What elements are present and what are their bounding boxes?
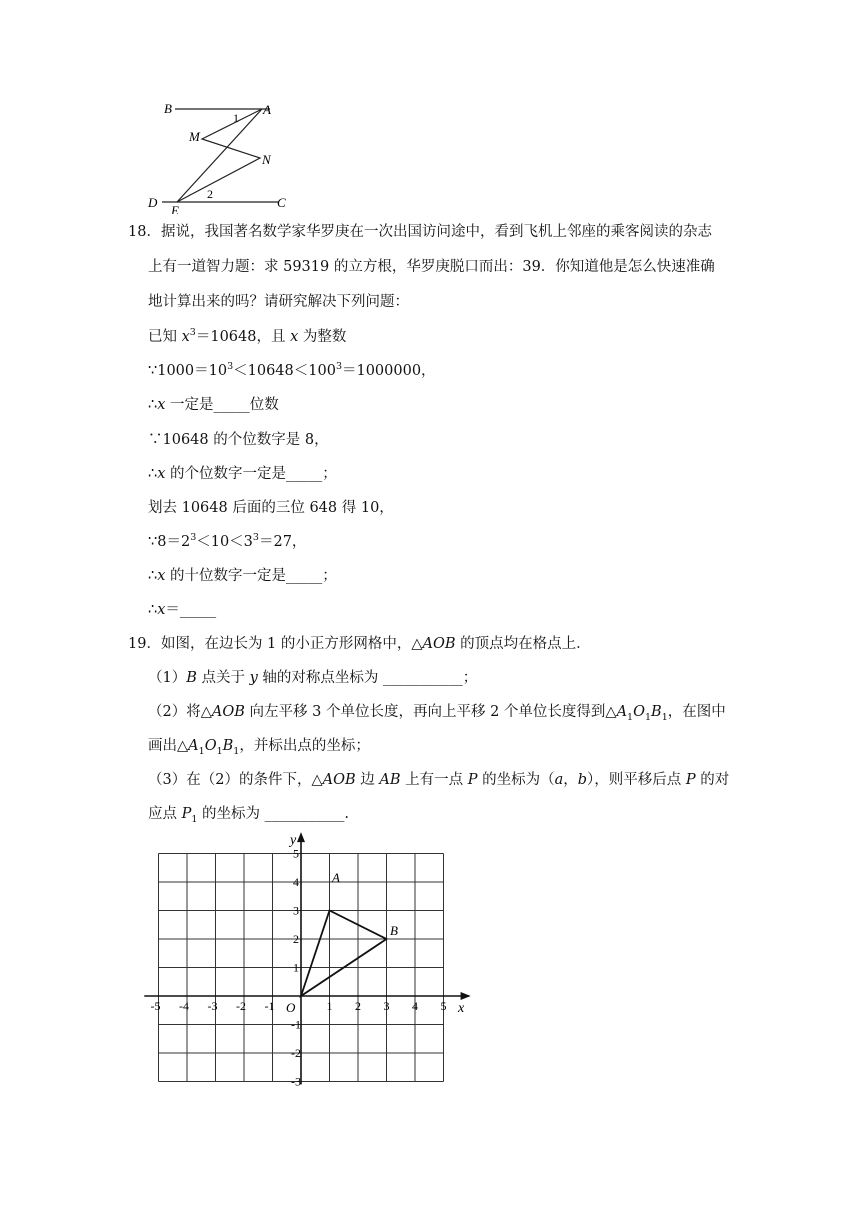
q18-line-10 [148, 532, 306, 552]
x-tick-label: 2 [355, 999, 361, 1013]
q18-line-2: 上有一道智力题：求 59319 的立方根，华罗庚脱口而出：39．你知道他是怎么快速准确 [148, 259, 715, 275]
var-x: x [157, 466, 166, 482]
point-name: B [222, 738, 234, 754]
angle-1-label: 1 [233, 111, 239, 125]
answer-blank[interactable]: _____ [286, 466, 323, 482]
point-name: O [633, 704, 645, 720]
text: . [344, 806, 349, 822]
exponent: 3 [190, 532, 197, 544]
subscript: 1 [233, 745, 240, 757]
text: ，在图中 [667, 704, 726, 720]
point-name: A [188, 738, 199, 754]
text: ； [322, 466, 337, 482]
text: ， [563, 772, 578, 788]
label-c: C [277, 195, 286, 210]
label-b: B [164, 101, 172, 116]
point-name: P [685, 772, 696, 788]
subscript: 1 [644, 711, 652, 723]
point-name: B [651, 704, 662, 720]
answer-blank[interactable]: ___________ [264, 806, 345, 822]
y-tick-label: 2 [293, 932, 299, 946]
therefore-symbol: ∴ [148, 568, 158, 584]
x-tick-label: -5 [150, 999, 161, 1013]
label-n: N [262, 152, 271, 167]
exponent: 3 [189, 327, 196, 339]
point-b-label: B [390, 923, 398, 938]
label-m: M [189, 129, 200, 144]
var-y: y [249, 670, 258, 686]
triangle-aob [301, 911, 387, 997]
q19-line-1 [128, 634, 591, 654]
y-tick-label: -3 [291, 1074, 301, 1089]
x-tick-label: 3 [383, 999, 390, 1013]
x-axis-label: x [458, 1001, 465, 1016]
text: （1） [148, 670, 187, 686]
var-x: x [181, 329, 190, 345]
exponent: 3 [252, 532, 259, 544]
text: 一定是 [165, 397, 214, 413]
x-tick-label: -1 [264, 999, 275, 1013]
text: ＝1000000， [341, 363, 436, 379]
label-a: A [263, 102, 271, 117]
y-tick-label: 5 [293, 846, 299, 861]
label-d: D [148, 195, 158, 210]
var-x: x [290, 329, 299, 345]
text: （2）将△ [148, 704, 212, 720]
coordinate-grid-figure [140, 828, 480, 1090]
text: ＝10648，且 [195, 329, 291, 345]
q19-line-3 [148, 702, 726, 722]
subscript: 1 [661, 711, 668, 723]
exponent: 3 [335, 361, 342, 373]
text: 的坐标为 [197, 806, 265, 822]
q18-line-8 [148, 464, 337, 484]
text: 的坐标为（ [477, 772, 555, 788]
point-name: B [186, 670, 197, 686]
text: ； [322, 568, 337, 584]
subscript: 1 [191, 813, 198, 825]
text: 的对 [695, 772, 730, 788]
exponent: 3 [227, 361, 234, 373]
point-name: P [181, 806, 192, 822]
text: 位数 [249, 397, 279, 413]
text: 应点 [148, 806, 182, 822]
q19-line-2 [148, 668, 477, 688]
q18-line-4 [148, 327, 346, 347]
x-tick-label: 4 [412, 999, 418, 1013]
text: 19．如图，在边长为 1 的小正方形网格中，△ [128, 636, 423, 652]
triangle-name: AOB [211, 704, 245, 720]
text: 轴的对称点坐标为 [257, 670, 384, 686]
q18-line-5 [148, 361, 436, 381]
line-ea [177, 109, 262, 202]
q18-line-11 [148, 566, 337, 586]
therefore-symbol: ∴ [148, 397, 158, 413]
var-x: x [157, 602, 166, 618]
text: ＝ [165, 602, 180, 618]
angle-2-label: 2 [207, 187, 213, 201]
answer-blank[interactable]: _____ [179, 602, 217, 618]
text: 的顶点均在格点上． [455, 636, 591, 652]
text: 已知 [148, 329, 182, 345]
point-name: A [616, 704, 628, 720]
text: ∵8＝2 [148, 534, 191, 550]
subscript: 1 [198, 745, 205, 757]
text: 的十位数字一定是 [165, 568, 287, 584]
q18-line-3: 地计算出来的吗？请研究解决下列问题： [148, 294, 409, 310]
text: ； [462, 670, 478, 686]
subscript: 1 [627, 711, 634, 723]
answer-blank[interactable]: _____ [213, 397, 250, 413]
answer-blank[interactable]: ___________ [383, 670, 463, 686]
text: 画出△ [148, 738, 189, 754]
text: 边 [355, 772, 380, 788]
x-axis-arrow [461, 992, 471, 1000]
var-b: b [577, 772, 588, 788]
y-tick-label: 4 [293, 875, 299, 889]
q18-line-12 [148, 600, 216, 620]
q19-line-6 [148, 804, 349, 824]
text: 的个位数字一定是 [165, 466, 287, 482]
subscript: 1 [216, 745, 223, 757]
y-axis-label: y [290, 833, 297, 848]
text: ＜10648＜100 [233, 363, 336, 379]
triangle-name: AOB [322, 772, 356, 788]
q19-line-4 [148, 736, 370, 756]
point-a-label: A [332, 870, 340, 885]
q18-line-1: 18．据说，我国著名数学家华罗庚在一次出国访问途中，看到飞机上邻座的乘客阅读的杂志 [128, 224, 712, 240]
x-tick-label: -3 [207, 999, 218, 1013]
therefore-symbol: ∴ [148, 466, 158, 482]
text: ，并标出点的坐标； [239, 738, 370, 754]
q19-line-5 [148, 770, 729, 790]
text: ＝27， [258, 534, 307, 550]
y-tick-label: 1 [293, 960, 299, 975]
axes [144, 832, 470, 1084]
x-tick-label: 5 [440, 999, 447, 1013]
therefore-symbol: ∴ [148, 602, 158, 618]
text: 上有一点 [400, 772, 468, 788]
origin-label: O [286, 1000, 296, 1015]
y-axis-arrow [297, 832, 305, 842]
text: ），则平移后点 [587, 772, 686, 788]
segment-name: AB [379, 772, 401, 788]
text: 点关于 [196, 670, 250, 686]
parallel-lines-figure [140, 94, 300, 214]
y-tick-label: -2 [291, 1046, 301, 1060]
x-tick-label: -2 [236, 999, 246, 1013]
label-e: E [171, 203, 179, 214]
x-tick-label: 1 [326, 999, 333, 1013]
text: ＜10＜3 [196, 534, 253, 550]
var-x: x [157, 568, 166, 584]
text: （3）在（2）的条件下，△ [148, 772, 323, 788]
triangle-aob-shape [301, 911, 387, 997]
var-x: x [157, 397, 166, 413]
q18-line-9: 划去 10648 后面的三位 648 得 10， [148, 500, 394, 516]
q18-line-6 [148, 395, 279, 415]
var-a: a [554, 772, 564, 788]
text: ∵1000＝10 [148, 363, 228, 379]
q18-line-7: ∵10648 的个位数字是 8， [148, 432, 329, 448]
y-tick-label: -1 [291, 1017, 301, 1032]
text: 向左平移 3 个单位长度，再向上平移 2 个单位长度得到△ [244, 704, 617, 720]
point-name: O [204, 738, 217, 754]
x-tick-label: -4 [179, 999, 189, 1013]
triangle-name: AOB [422, 636, 456, 652]
y-tick-label: 3 [293, 903, 299, 918]
answer-blank[interactable]: _____ [286, 568, 323, 584]
point-name: P [467, 772, 478, 788]
text: 为整数 [298, 329, 347, 345]
